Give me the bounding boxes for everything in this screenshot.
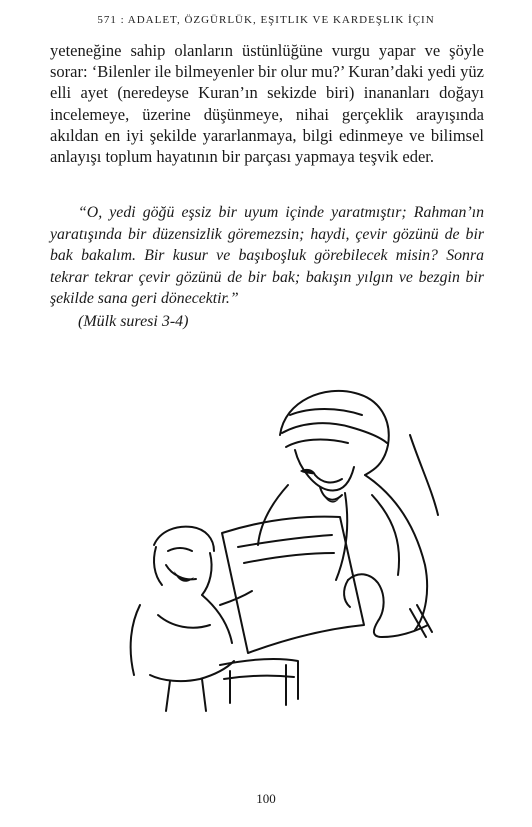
scholars-illustration-icon bbox=[110, 375, 440, 715]
quran-quote: “O, yedi göğü eşsiz bir uyum içinde yaratmıştır; Rahman’ın yaratışında bir düzensizlik göremezsin; haydi, çevir gözünü de bir bak bakalım. Bir kusur ve başıboşluk görebilecek misin? Sonra tekrar tekrar çevir gözünü de bir bak; bakışın yılgın ve bezgin bir şekilde sana geri dönecektir.” bbox=[50, 204, 484, 307]
quote-citation: (Mülk suresi 3-4) bbox=[78, 313, 189, 330]
running-header: 571 : ADALET, ÖZGÜRLÜK, EŞITLIK VE KARDEŞLIK İÇIN bbox=[97, 14, 435, 26]
page-number: 100 bbox=[256, 791, 276, 806]
body-paragraph: yeteneğine sahip olanların üstünlüğüne vurgu yapar ve şöyle sorar: ‘Bilenler ile bilmeyenler bir olur mu?’ Kuran’daki yedi yüz elli ayet (neredeyse Kuran’ın sekizde biri) inananları doğayı incelemeye, üzerine düşünmeye, nihai gerçeklik arayışında akıldan en iyi şekilde yararlanmaya, bilgi edinmeye ve bilimsel anlayışı toplum hayatının bir parçası yapmaya teşvik eder. bbox=[50, 41, 484, 167]
